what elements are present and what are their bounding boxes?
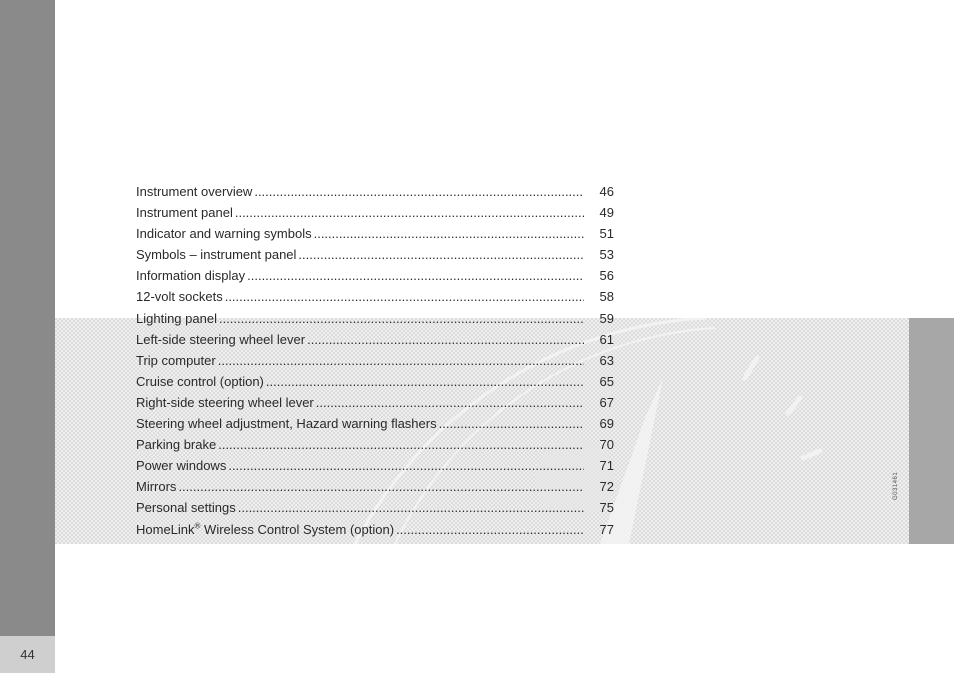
toc-entry-page: 75 (599, 500, 614, 516)
toc-entry[interactable] (136, 476, 614, 497)
toc-entry[interactable] (136, 392, 614, 413)
toc-entry-title: Lighting panel (136, 310, 217, 326)
toc-entry-page: 72 (599, 479, 614, 495)
toc-entry-title-main: HomeLink (136, 521, 195, 537)
toc-entry[interactable] (136, 497, 614, 518)
toc-leader-dots (396, 519, 584, 540)
table-of-contents (136, 181, 614, 540)
toc-leader-dots (314, 223, 584, 244)
toc-leader-dots (238, 497, 584, 518)
toc-leader-dots (218, 434, 584, 455)
toc-leader-dots (228, 455, 584, 476)
toc-entry[interactable] (136, 350, 614, 371)
toc-entry-title: Instrument overview (136, 184, 253, 199)
toc-leader-dots (316, 392, 584, 413)
toc-entry[interactable] (136, 202, 614, 223)
toc-entry-title: 12-volt sockets (136, 289, 223, 305)
toc-entry-title: Left-side steering wheel lever (136, 331, 306, 347)
toc-entry-page: 53 (599, 247, 614, 263)
toc-entry-title: Indicator and warning symbols (136, 226, 312, 242)
toc-leader-dots (307, 329, 584, 350)
image-code-label: G031461 (893, 471, 899, 500)
toc-entry-title: Power windows (136, 458, 227, 474)
toc-entry[interactable] (136, 413, 614, 434)
toc-entry[interactable] (136, 181, 614, 202)
toc-entry-page: 46 (599, 184, 614, 199)
toc-entry-page: 77 (599, 521, 614, 537)
toc-leader-dots (178, 476, 584, 497)
toc-leader-dots (235, 202, 584, 223)
toc-entry-title: Symbols – instrument panel (136, 247, 297, 263)
toc-entry-title: Cruise control (option) (136, 373, 264, 389)
toc-entry-title: Steering wheel adjustment, Hazard warning flashers (136, 416, 437, 432)
chapter-side-strip (0, 0, 55, 673)
toc-entry[interactable] (136, 371, 614, 392)
toc-entry-title: Instrument panel (136, 205, 233, 221)
toc-entry-page: 69 (599, 416, 614, 432)
toc-entry-title: Trip computer (136, 352, 216, 368)
toc-entry[interactable] (136, 434, 614, 455)
page-number: 44 (0, 636, 55, 673)
toc-leader-dots (266, 371, 584, 392)
toc-entry-title: Parking brake (136, 437, 217, 453)
toc-entry-page: 49 (599, 205, 614, 221)
chapter-tab (909, 318, 954, 544)
registered-mark: ® (194, 521, 201, 531)
toc-entry[interactable] (136, 519, 614, 540)
toc-entry-title-suffix: Wireless Control System (option) (200, 521, 395, 537)
toc-leader-dots (225, 286, 584, 307)
toc-entry-title: Right-side steering wheel lever (136, 394, 314, 410)
toc-entry[interactable] (136, 223, 614, 244)
toc-entry-page: 56 (599, 268, 614, 284)
toc-entry[interactable] (136, 455, 614, 476)
toc-entry-page: 51 (599, 226, 614, 242)
toc-leader-dots (218, 350, 584, 371)
toc-entry[interactable] (136, 286, 614, 307)
toc-leader-dots (298, 244, 584, 265)
toc-entry[interactable] (136, 265, 614, 286)
toc-entry-page: 70 (599, 437, 614, 453)
toc-entry-page: 58 (599, 289, 614, 305)
toc-entry[interactable] (136, 308, 614, 329)
toc-entry-page: 59 (599, 310, 614, 326)
toc-entry-page: 63 (599, 352, 614, 368)
toc-entry[interactable] (136, 329, 614, 350)
toc-leader-dots (247, 265, 584, 286)
toc-leader-dots (439, 413, 584, 434)
toc-entry-title: Mirrors (136, 479, 177, 495)
toc-leader-dots (219, 308, 584, 329)
toc-entry-title: Personal settings (136, 500, 236, 516)
toc-entry-page: 65 (599, 373, 614, 389)
toc-entry-page: 61 (599, 331, 614, 347)
toc-entry-title (136, 519, 394, 540)
toc-entry-page: 71 (599, 458, 614, 474)
toc-leader-dots (254, 181, 584, 202)
toc-entry-page: 67 (599, 394, 614, 410)
toc-entry-title: Information display (136, 268, 246, 284)
toc-entry[interactable] (136, 244, 614, 265)
